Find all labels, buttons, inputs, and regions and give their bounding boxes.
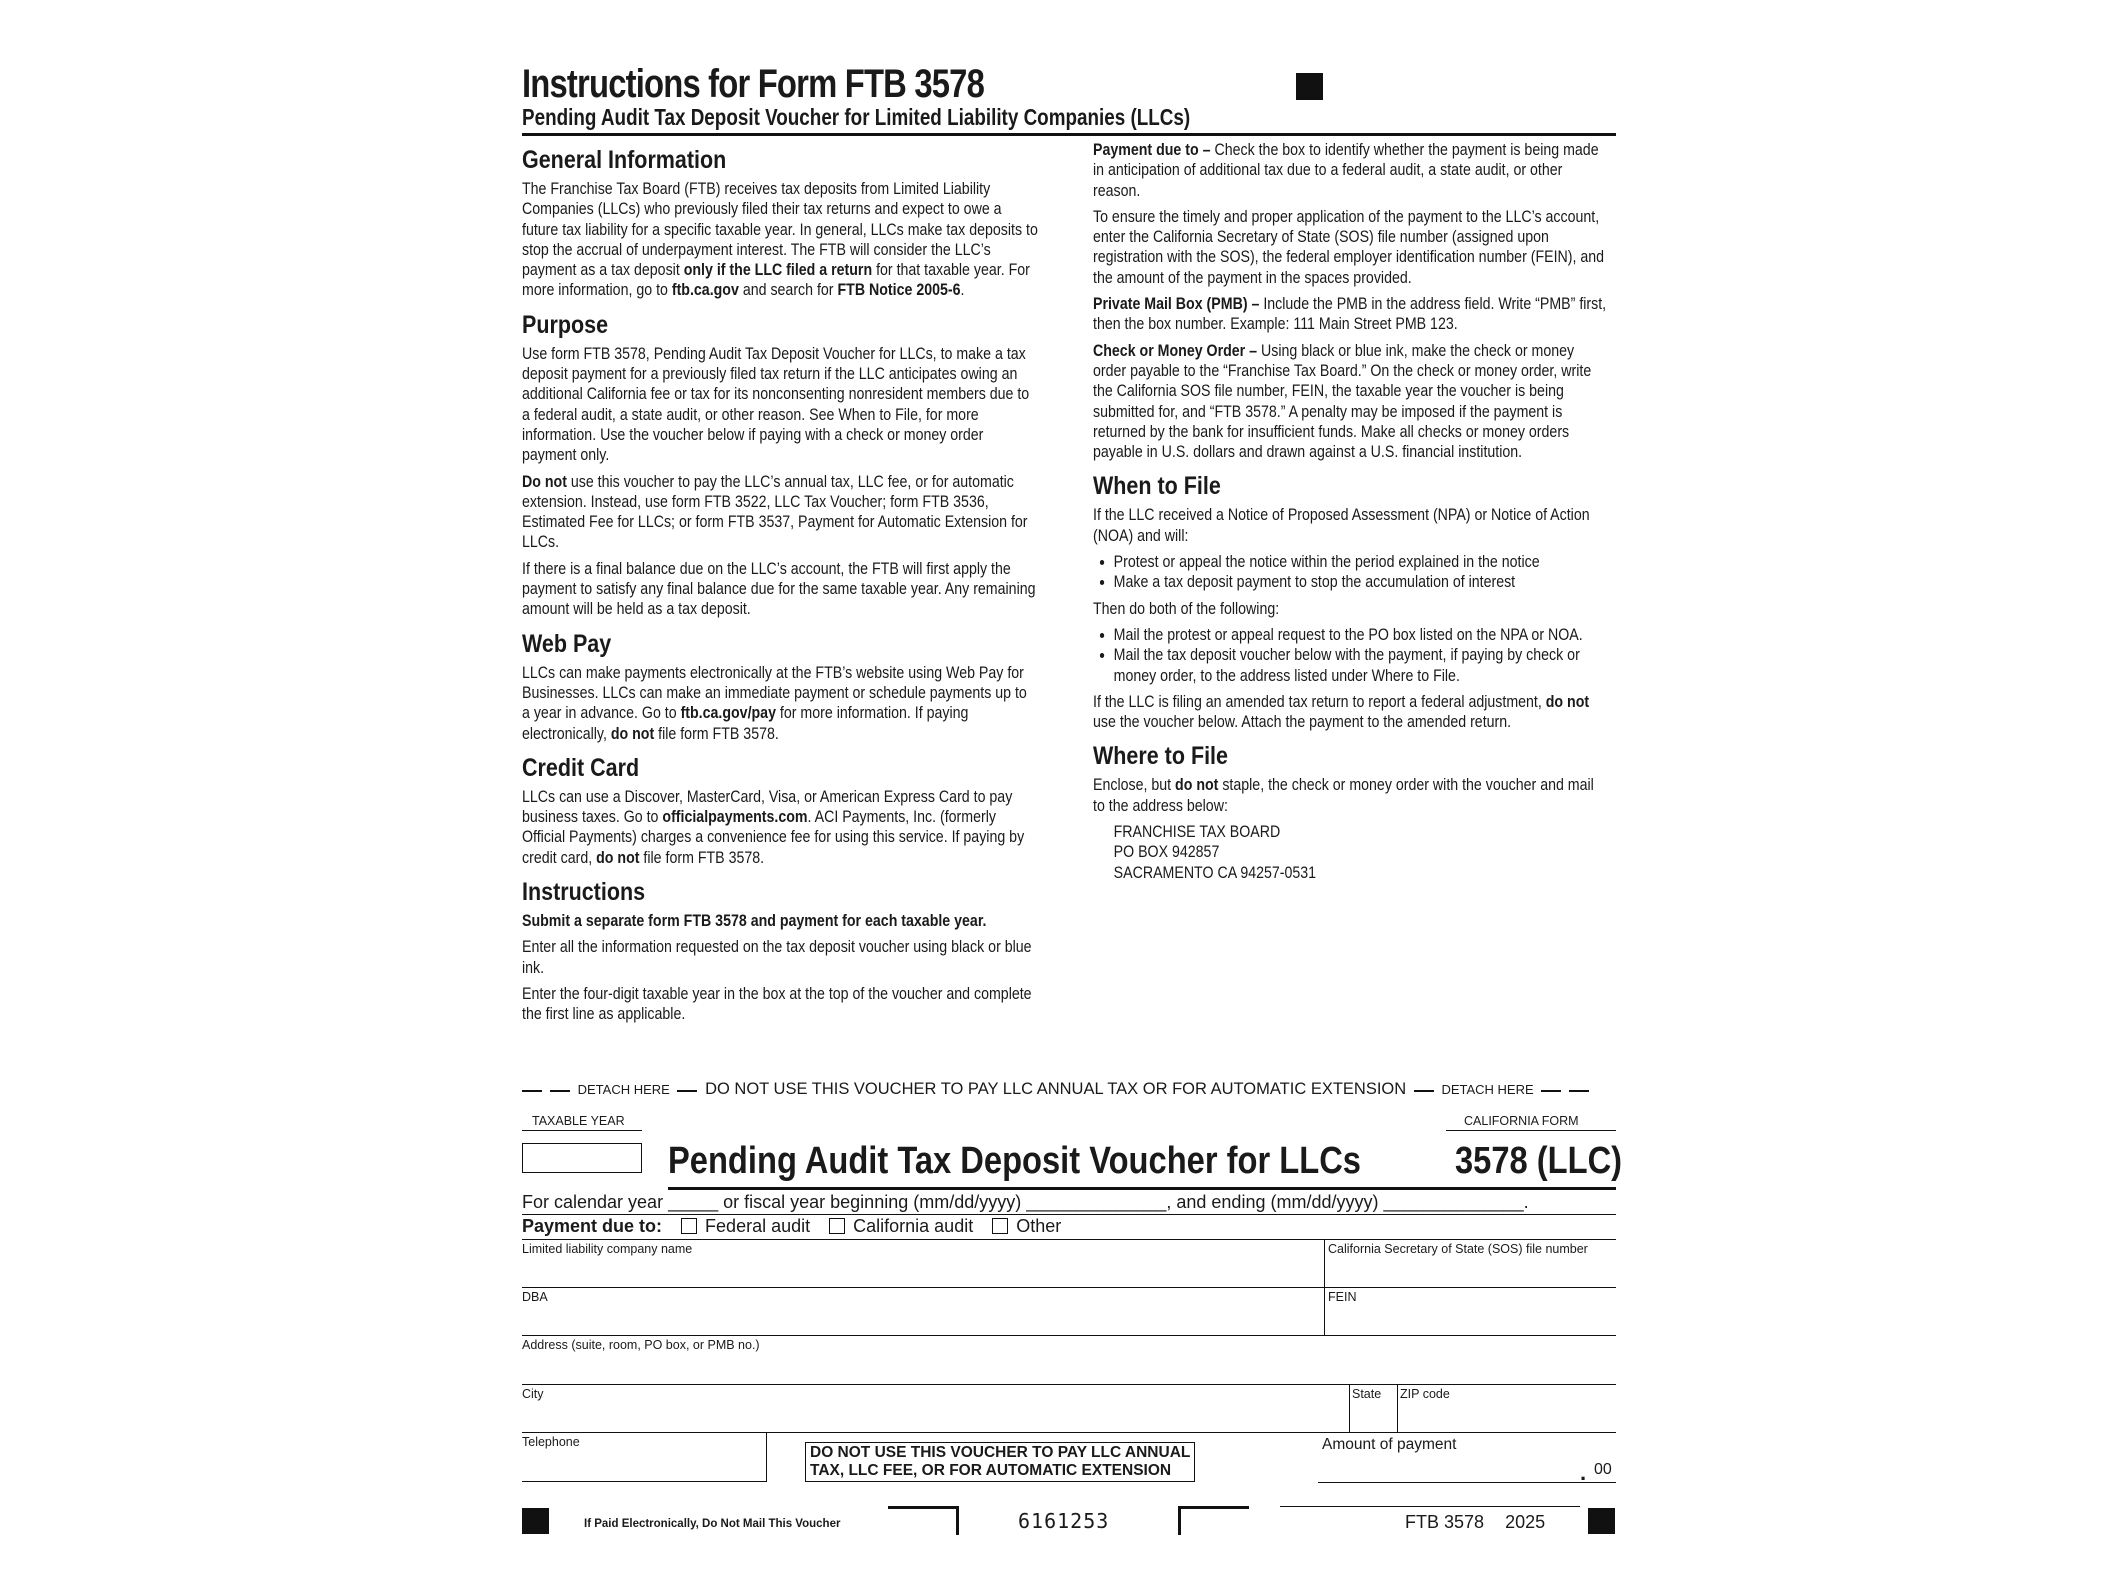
sos-file-number-label: California Secretary of State (SOS) file number — [1328, 1242, 1588, 1256]
fein-label: FEIN — [1328, 1290, 1357, 1304]
zip-code-field[interactable] — [1400, 1403, 1614, 1431]
where-to-file-heading: Where to File — [1093, 742, 1228, 771]
registration-mark-bottom-right — [1588, 1508, 1615, 1534]
federal-audit-checkbox[interactable] — [681, 1218, 697, 1234]
when-to-file-text-3: If the LLC is filing an amended tax return to report a federal adjustment, do not use the voucher below. Attach the payment to the amended return. — [1093, 692, 1590, 732]
right-column — [1093, 140, 1609, 889]
when-to-file-heading: When to File — [1093, 472, 1221, 501]
dba-field[interactable] — [522, 1306, 1322, 1334]
llc-name-field[interactable] — [522, 1258, 1322, 1286]
when-to-file-list-2 — [1093, 625, 1609, 686]
state-field[interactable] — [1352, 1403, 1396, 1431]
registration-mark-top — [1296, 73, 1323, 100]
city-label: City — [522, 1387, 544, 1401]
web-pay-text: LLCs can make payments electronically at the FTB’s website using Web Pay for Businesses. LLCs can make an immediate payment or schedule payments up to a year in advance. Go to ftb.ca.gov/pay for more information. If paying electronically, do not file form FTB 3578. — [522, 663, 1027, 743]
california-form-label: CALIFORNIA FORM — [1464, 1114, 1579, 1128]
footer-form-id — [1405, 1512, 1545, 1533]
credit-card-heading: Credit Card — [522, 753, 640, 782]
instructions-text-1: Submit a separate form FTB 3578 and payment for each taxable year. — [522, 912, 987, 931]
form-number: 3578 (LLC) — [1455, 1140, 1623, 1182]
ensure-application-text: To ensure the timely and proper application of the payment to the LLC’s account, enter the California Secretary of State (SOS) file number (assigned upon registration with the SOS), the federal employer identification number (FEIN), and the amount of the payment in the spaces provided. — [1093, 207, 1605, 287]
llc-name-label: Limited liability company name — [522, 1242, 693, 1256]
when-to-file-text-1: If the LLC received a Notice of Proposed Assessment (NPA) or Notice of Action (NOA) and will: — [1093, 506, 1590, 545]
pmb-text: Private Mail Box (PMB) – Include the PMB in the address field. Write “PMB” first, then the box number. Example: 111 Main Street PMB 123. — [1093, 295, 1607, 334]
zip-code-label: ZIP code — [1400, 1387, 1450, 1401]
left-column — [522, 140, 1038, 1031]
dba-label: DBA — [522, 1290, 548, 1304]
other-checkbox[interactable] — [992, 1218, 1008, 1234]
list-item: • Mail the tax deposit voucher below with the payment, if paying by check or money order, to the address listed under Where to File. — [1114, 645, 1609, 686]
mailing-address — [1093, 822, 1609, 883]
check-money-order-text: Check or Money Order – Using black or blue ink, make the check or money order payable to the “Franchise Tax Board.” On the check or money order, write the California SOS file number, FEIN, the taxable year the voucher is being submitted for, and “FTB 3578.” A penalty may be imposed if the payment is returned by the bank for insufficient funds. Make all checks or money orders payable in U.S. dollars and drawn against a U.S. financial institution. — [1093, 341, 1592, 462]
scan-bracket-left — [888, 1506, 959, 1535]
warning-line: DO NOT USE THIS VOUCHER TO PAY LLC ANNUAL — [810, 1444, 1191, 1461]
fein-field[interactable] — [1328, 1306, 1614, 1334]
payment-due-row — [522, 1216, 1061, 1237]
credit-card-text: LLCs can use a Discover, MasterCard, Visa, or American Express Card to pay business taxes. Go to officialpayments.com. ACI Payments, Inc. (formerly Official Payments) charges a convenience fee for using this service. If paying by credit card, do not file form FTB 3578. — [522, 787, 1025, 867]
scan-bracket-right — [1178, 1506, 1249, 1535]
taxable-year-input[interactable] — [522, 1143, 642, 1173]
general-information-text: The Franchise Tax Board (FTB) receives tax deposits from Limited Liability Companies (LLCs) who previously filed their tax returns and expect to owe a future tax liability for a specific taxable year. In general, LLCs make tax deposits to stop the accrual of underpayment interest. The FTB will consider the LLC’s payment as a tax deposit only if the LLC filed a return for that taxable year. For more information, go to ftb.ca.gov and search for FTB Notice 2005-6. — [522, 180, 1038, 300]
california-audit-checkbox[interactable] — [829, 1218, 845, 1234]
detach-warning: DO NOT USE THIS VOUCHER TO PAY LLC ANNUAL TAX OR FOR AUTOMATIC EXTENSION — [705, 1080, 1407, 1098]
header-rule — [522, 133, 1616, 136]
list-item: • Mail the protest or appeal request to the PO box listed on the NPA or NOA. — [1114, 625, 1609, 645]
telephone-label: Telephone — [522, 1435, 580, 1449]
list-item: • Make a tax deposit payment to stop the accumulation of interest — [1114, 572, 1609, 592]
purpose-text-3: If there is a final balance due on the LLC’s account, the FTB will first apply the payment to satisfy any final balance due for the same taxable year. Any remaining amount will be held as a tax deposit. — [522, 559, 1036, 619]
voucher-title: Pending Audit Tax Deposit Voucher for LLCs — [668, 1140, 1361, 1182]
registration-mark-bottom-left — [522, 1508, 549, 1534]
instructions-text-2: Enter all the information requested on the tax deposit voucher using black or blue ink. — [522, 938, 1032, 977]
address-field[interactable] — [522, 1354, 1614, 1382]
address-line: PO BOX 942857 — [1113, 843, 1220, 862]
taxable-year-label: TAXABLE YEAR — [532, 1114, 625, 1128]
when-to-file-list-1 — [1093, 552, 1609, 593]
purpose-heading: Purpose — [522, 310, 609, 339]
detach-here-right: DETACH HERE — [1441, 1082, 1534, 1097]
list-item: • Protest or appeal the notice within the period explained in the notice — [1114, 552, 1609, 572]
general-information-heading: General Information — [522, 146, 727, 174]
california-audit-label: California audit — [853, 1216, 974, 1236]
amount-of-payment-label: Amount of payment — [1322, 1436, 1457, 1453]
detach-here-left: DETACH HERE — [577, 1082, 670, 1097]
warning-line: TAX, LLC FEE, OR FOR AUTOMATIC EXTENSION — [810, 1462, 1172, 1479]
page-subtitle: Pending Audit Tax Deposit Voucher for Limited Liability Companies (LLCs) — [522, 104, 1191, 130]
amount-cents: 00 — [1594, 1461, 1612, 1478]
do-not-mail-note: If Paid Electronically, Do Not Mail This Voucher — [584, 1518, 841, 1530]
instructions-text-3: Enter the four-digit taxable year in the box at the top of the voucher and complete the first line as applicable. — [522, 984, 1032, 1024]
voucher-warning-box — [805, 1442, 1195, 1482]
detach-line — [522, 1080, 1616, 1100]
calendar-year-line: For calendar year _____ or fiscal year beginning (mm/dd/yyyy) ______________, and ending (mm/dd/yyyy) ______________. — [522, 1192, 1529, 1212]
page-title: Instructions for Form FTB 3578 — [522, 62, 985, 106]
amount-of-payment-field[interactable] — [1318, 1455, 1580, 1481]
payment-due-label: Payment due to: — [522, 1216, 663, 1236]
web-pay-heading: Web Pay — [522, 629, 612, 658]
purpose-text-2: Do not use this voucher to pay the LLC’s annual tax, LLC fee, or for automatic extension. Instead, use form FTB 3522, LLC Tax Voucher; form FTB 3536, Estimated Fee for LLCs; or form FTB 3537, Payment for Automatic Extension for LLCs. — [522, 472, 1028, 552]
address-label: Address (suite, room, PO box, or PMB no.) — [522, 1338, 760, 1352]
instructions-heading: Instructions — [522, 878, 646, 907]
address-line: FRANCHISE TAX BOARD — [1113, 823, 1281, 842]
federal-audit-label: Federal audit — [705, 1216, 811, 1236]
amount-decimal-point: . — [1580, 1460, 1587, 1485]
address-line: SACRAMENTO CA 94257-0531 — [1113, 863, 1317, 882]
footer-year: 2025 — [1505, 1512, 1546, 1532]
state-label: State — [1352, 1387, 1382, 1401]
payment-due-text: Payment due to – Check the box to identify whether the payment is being made in anticipation of additional tax due to a federal audit, a state audit, or other reason. — [1093, 141, 1599, 200]
scan-line-code: 6161253 — [1018, 1509, 1110, 1533]
telephone-field[interactable] — [522, 1451, 764, 1479]
purpose-text-1: Use form FTB 3578, Pending Audit Tax Deposit Voucher for LLCs, to make a tax deposit payment for a previously filed tax return if the LLC anticipates owing an additional California fee or tax for its nonconsenting nonresident members due to a federal audit, a state audit, or other reason. See When to File, for more information. Use the voucher below if paying with a check or money order payment only. — [522, 344, 1030, 465]
where-to-file-text: Enclose, but do not staple, the check or money order with the voucher and mail to the address below: — [1093, 776, 1594, 815]
city-field[interactable] — [522, 1403, 1346, 1431]
footer-form-number: FTB 3578 — [1405, 1512, 1485, 1532]
other-label: Other — [1016, 1216, 1062, 1236]
sos-file-number-field[interactable] — [1328, 1258, 1614, 1286]
when-to-file-text-2: Then do both of the following: — [1093, 599, 1280, 618]
